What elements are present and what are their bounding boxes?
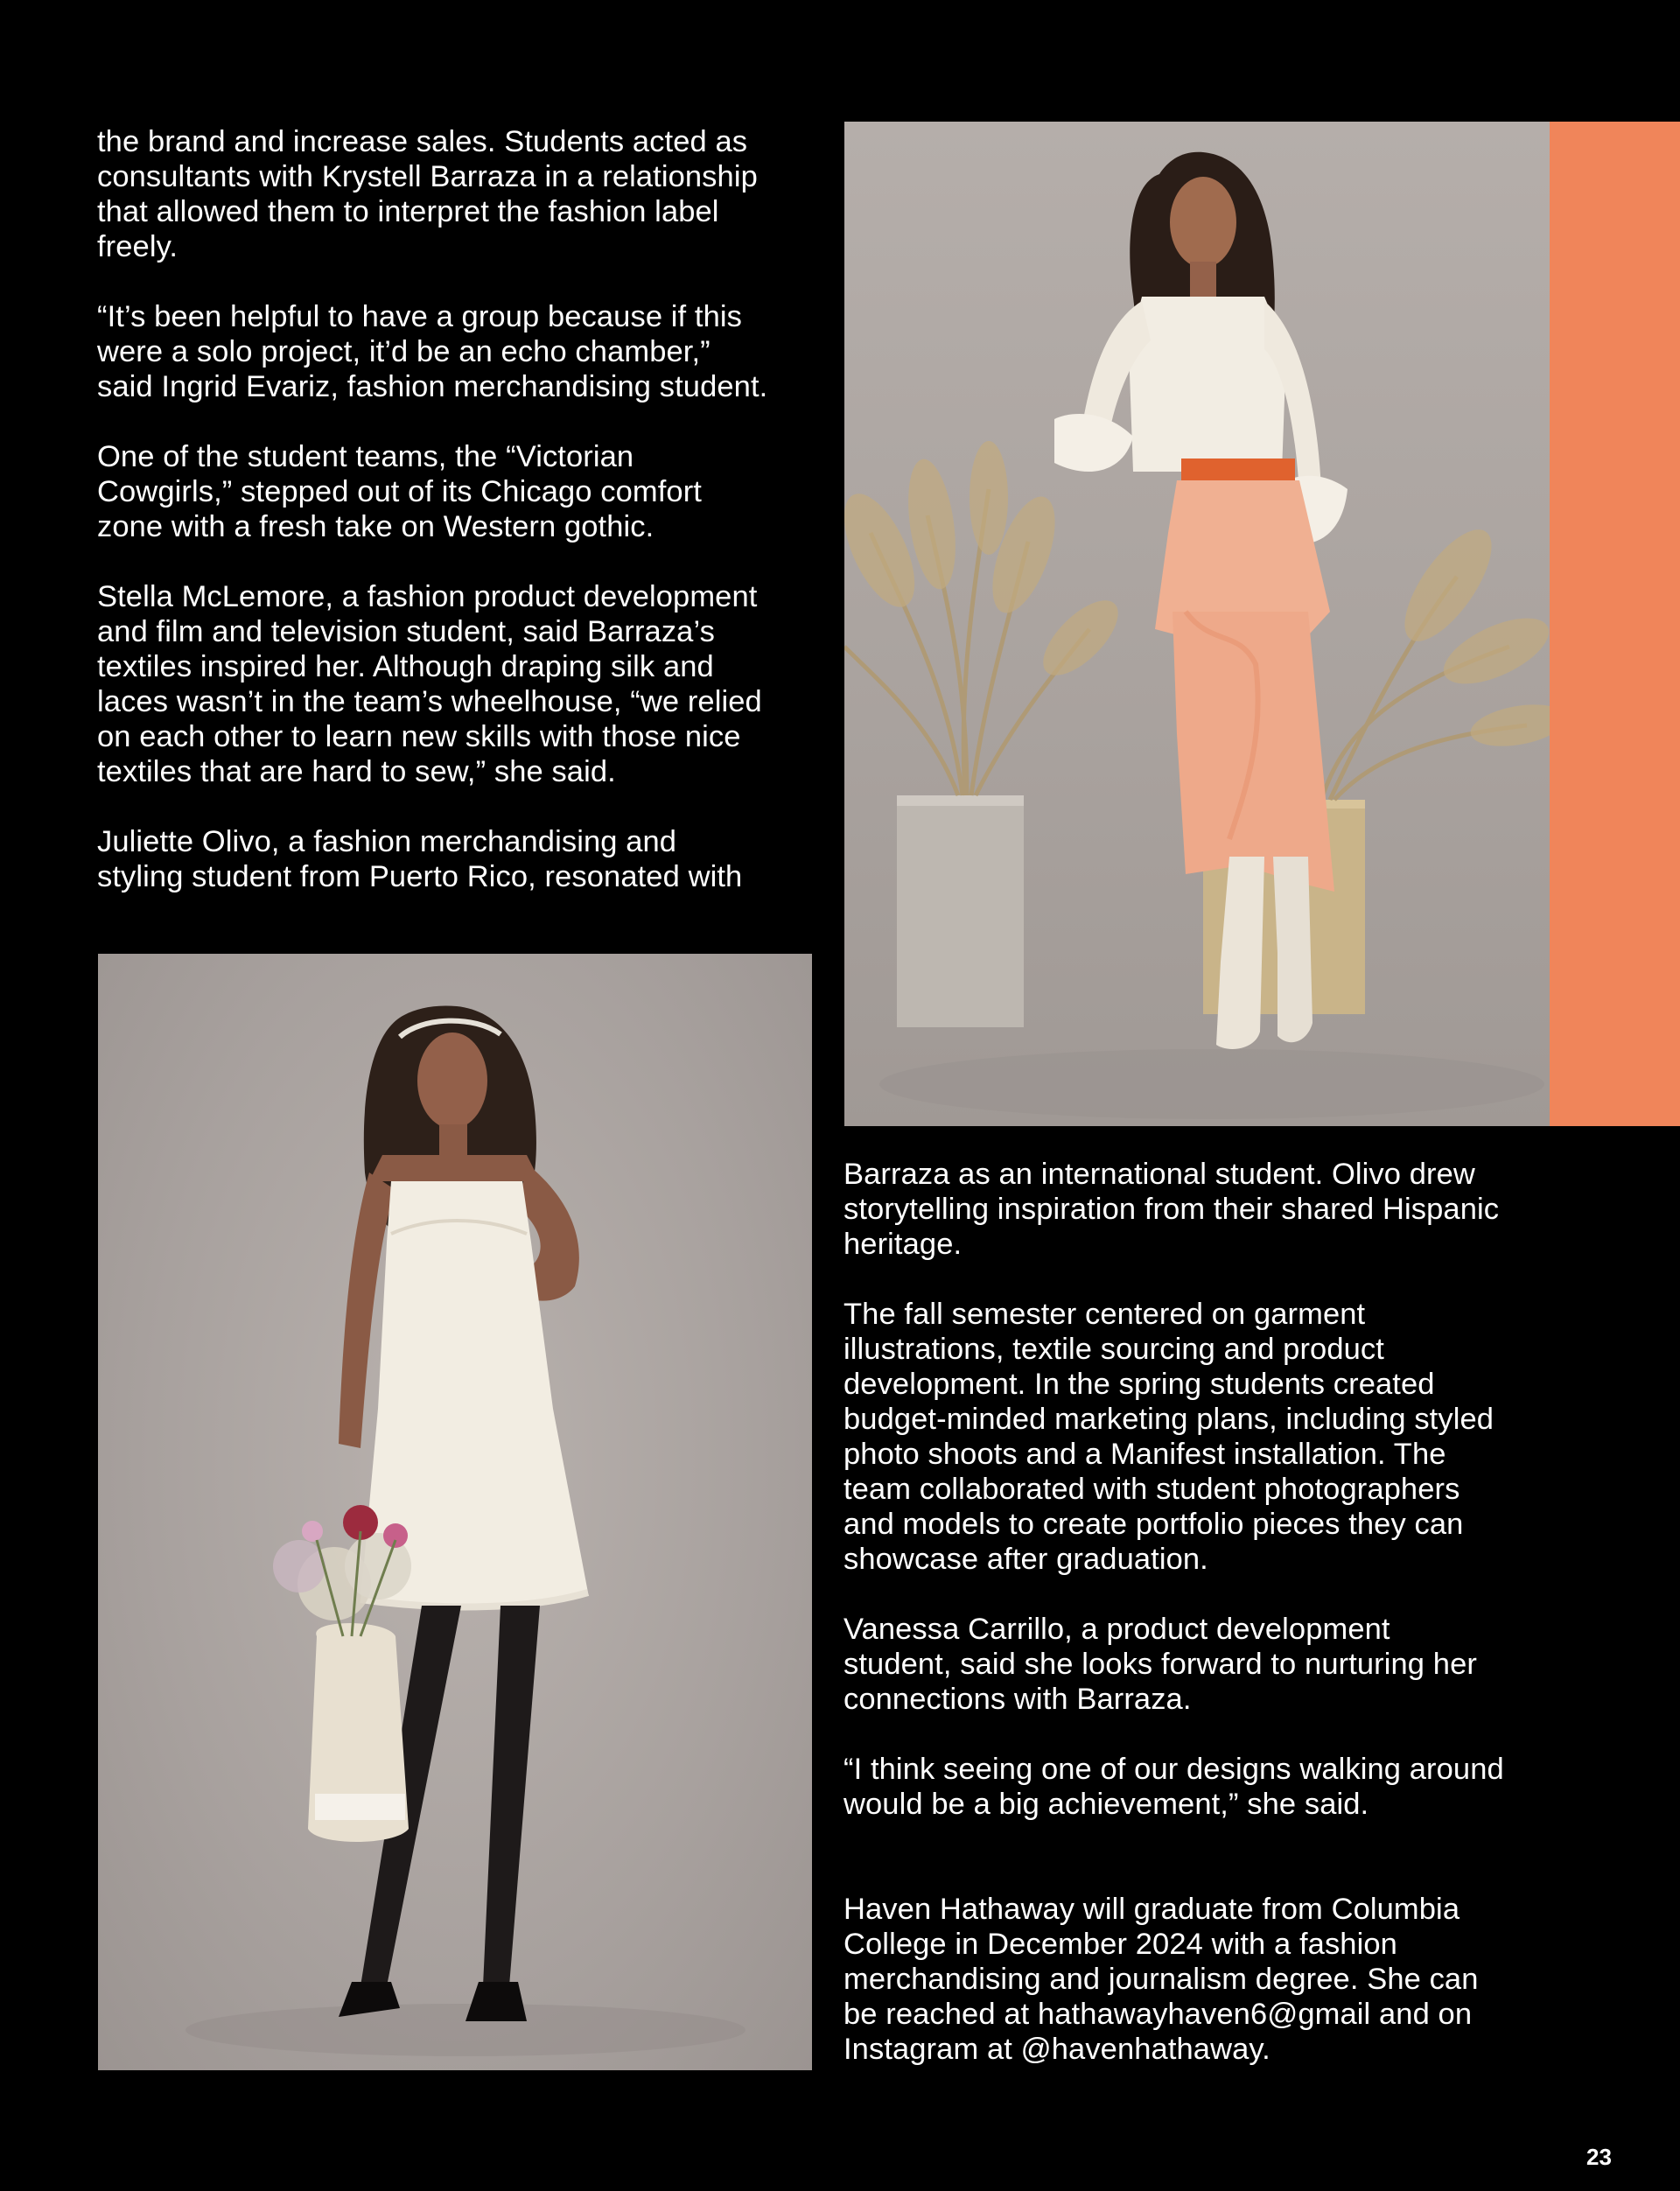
- author-bio: Haven Hathaway will graduate from Columbia College in December 2024 with a fashion merchandising and journalism degree. She can be reached at hathawayhaven6@gmail and on Instagram at @havenhathaway.: [844, 1893, 1479, 2066]
- paragraph: Barraza as an international student. Olivo drew storytelling inspiration from their shared Hispanic heritage.: [844, 1158, 1500, 1261]
- article-column-left: [97, 124, 823, 929]
- paragraph: “I think seeing one of our designs walking around would be a big achievement,” she said.: [844, 1753, 1504, 1821]
- photo-model-peach-skirt: [844, 122, 1550, 1126]
- article-column-right: [844, 1157, 1570, 2102]
- paragraph: Stella McLemore, a fashion product development and film and television student, said Barraza’s textiles inspired her. Although draping silk and laces wasn’t in the team’s wheelhouse, “we relied on each other to learn new skills with those nice textiles that are hard to sew,” she said.: [97, 580, 762, 788]
- paragraph: Juliette Olivo, a fashion merchandising and styling student from Puerto Rico, resonated with: [97, 825, 743, 893]
- paragraph: Vanessa Carrillo, a product development student, said she looks forward to nurturing her connections with Barraza.: [844, 1613, 1477, 1716]
- accent-bar: [1550, 122, 1680, 1126]
- paragraph: the brand and increase sales. Students acted as consultants with Krystell Barraza in a relationship that allowed them to interpret the fashion label freely.: [97, 125, 758, 263]
- paragraph: “It’s been helpful to have a group because if this were a solo project, it’d be an echo chamber,” said Ingrid Evariz, fashion merchandising student.: [97, 300, 768, 403]
- page-number: 23: [1586, 2144, 1612, 2170]
- paragraph: One of the student teams, the “Victorian Cowgirls,” stepped out of its Chicago comfort zone with a fresh take on Western gothic.: [97, 440, 702, 543]
- paragraph: The fall semester centered on garment illustrations, textile sourcing and product development. In the spring students created budget-minded marketing plans, including styled photo shoots and a Manifest installation. The team collaborated with student photographers and models to create portfolio pieces they can showcase after graduation.: [844, 1298, 1494, 1576]
- photo-model-white-dress: [98, 954, 812, 2070]
